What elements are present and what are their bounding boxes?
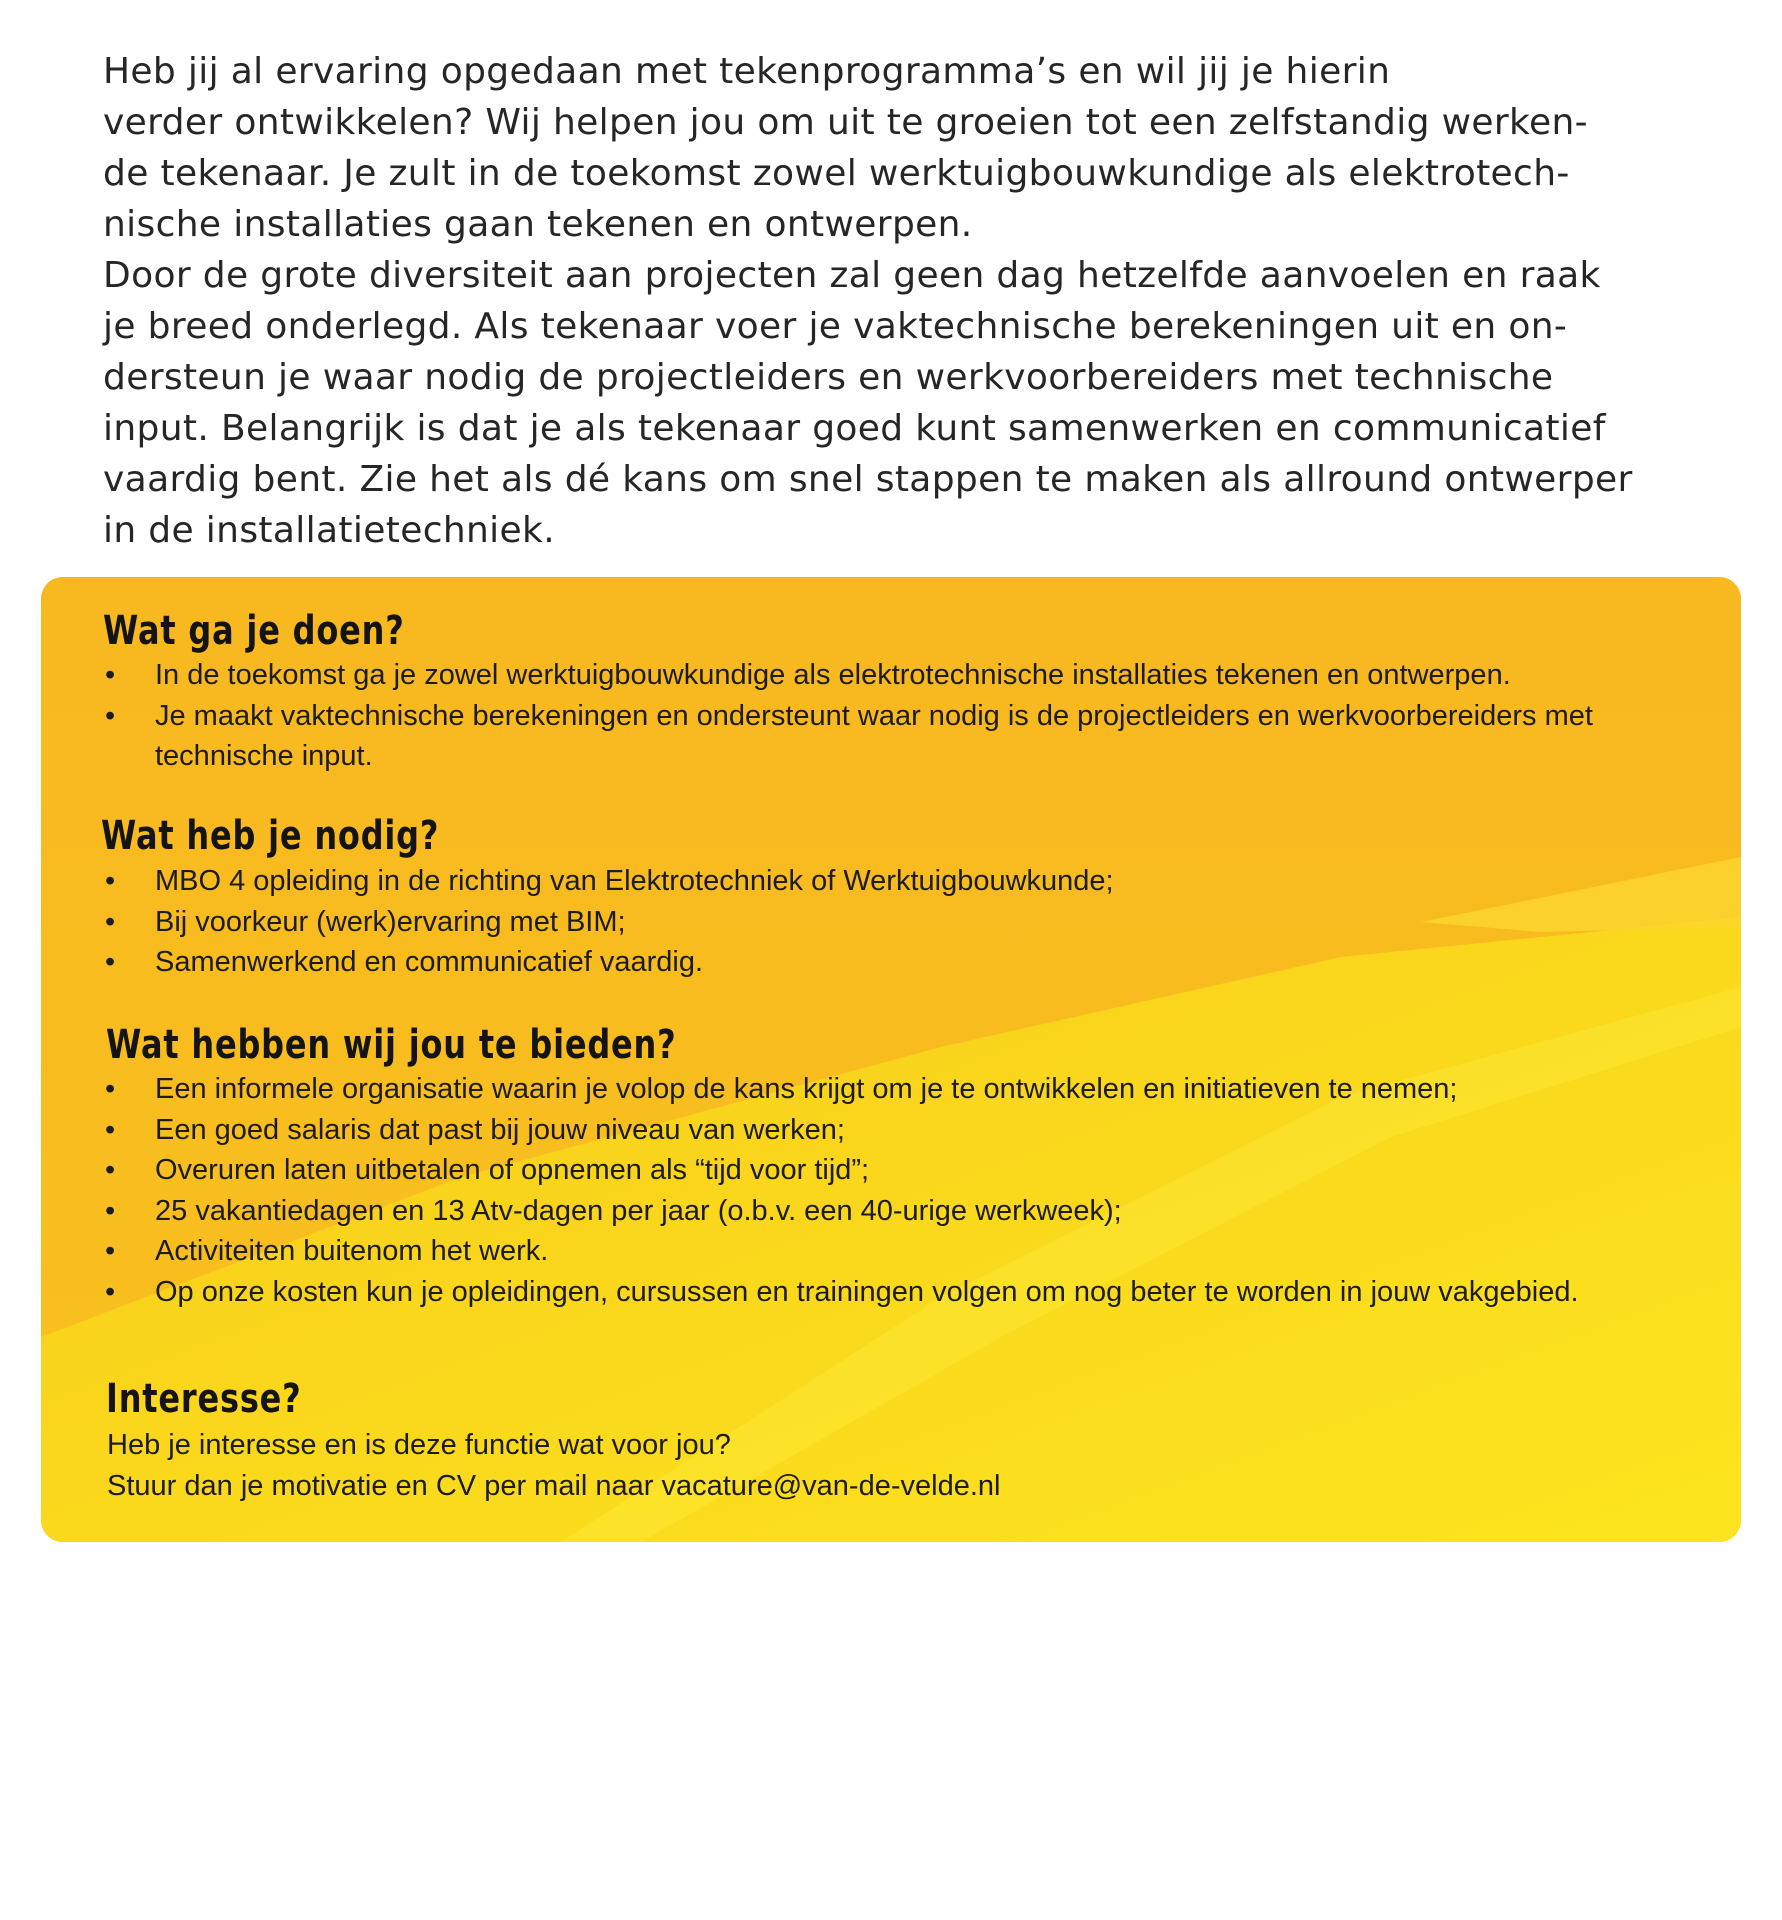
interest-line-1: Heb je interesse en is deze functie wat voor jou?	[107, 1429, 731, 1461]
intro-line: nische installaties gaan tekenen en ontwerpen.	[103, 204, 973, 245]
list-item	[103, 861, 1703, 902]
intro-line: je breed onderlegd. Als tekenaar voer je vaktechnische berekeningen uit en on-	[103, 306, 1568, 347]
list-item-text: Je maakt vaktechnische berekeningen en ondersteunt waar nodig is de projectleiders en werkvoorbereiders met technische input.	[155, 699, 1593, 772]
intro-line: Heb jij al ervaring opgedaan met tekenprogramma’s en wil jij je hierin	[103, 51, 1391, 92]
list-item	[103, 1191, 1623, 1232]
list-item-text: Een goed salaris dat past bij jouw niveau van werken;	[155, 1113, 845, 1146]
bullet-icon: •	[105, 1275, 116, 1308]
intro-line: in de installatietechniek.	[103, 510, 556, 551]
list-item-text: In de toekomst ga je zowel werktuigbouwkundige als elektrotechnische installaties tekenen en ontwerpen.	[155, 659, 1511, 691]
list-item	[103, 1069, 1623, 1110]
section-title-doen: Wat ga je doen?	[103, 608, 405, 654]
bullet-icon: •	[105, 865, 116, 897]
section-title-bieden: Wat hebben wij jou te bieden?	[106, 1022, 677, 1068]
list-item	[103, 1272, 1623, 1313]
intro-line: de tekenaar. Je zult in de toekomst zowel werktuigbouwkundige als elektrotech-	[103, 153, 1570, 194]
list-item	[103, 942, 1703, 983]
list-item	[103, 696, 1703, 777]
list-item-text: Bij voorkeur (werk)ervaring met BIM;	[155, 905, 626, 938]
list-item-text: Een informele organisatie waarin je volop de kans krijgt om je te ontwikkelen en initiatieven te nemen;	[155, 1073, 1458, 1105]
bullet-icon: •	[105, 1194, 116, 1227]
intro-line: Door de grote diversiteit aan projecten zal geen dag hetzelfde aanvoelen en raak	[103, 255, 1601, 296]
list-item-text: Op onze kosten kun je opleidingen, cursussen en trainingen volgen om nog beter te worden in jouw vakgebied.	[155, 1275, 1579, 1308]
bullet-icon: •	[105, 1235, 116, 1267]
intro-text	[103, 46, 1703, 556]
vacancy-card	[41, 577, 1741, 1542]
bullet-icon: •	[105, 659, 116, 691]
intro-line: verder ontwikkelen? Wij helpen jou om uit te groeien tot een zelfstandig werken-	[103, 102, 1588, 143]
list-item-text: MBO 4 opleiding in de richting van Elektrotechniek of Werktuigbouwkunde;	[155, 865, 1114, 897]
bullet-icon: •	[105, 905, 116, 938]
list-item-text: 25 vakantiedagen en 13 Atv-dagen per jaar (o.b.v. een 40-urige werkweek);	[155, 1194, 1122, 1227]
section-title-nodig: Wat heb je nodig?	[101, 813, 440, 859]
bullet-list-nodig	[103, 861, 1703, 983]
bullet-list-bieden	[103, 1069, 1623, 1312]
list-item	[103, 1110, 1623, 1151]
bullet-icon: •	[105, 946, 116, 978]
bullet-icon: •	[105, 1073, 116, 1105]
list-item	[103, 655, 1703, 696]
list-item	[103, 1231, 1623, 1272]
bullet-list-doen	[103, 655, 1703, 777]
intro-line: dersteun je waar nodig de projectleiders en werkvoorbereiders met technische	[103, 357, 1554, 398]
list-item-text: Overuren laten uitbetalen of opnemen als “tijd voor tijd”;	[155, 1154, 870, 1186]
intro-line: input. Belangrijk is dat je als tekenaar goed kunt samenwerken en communicatief	[103, 408, 1606, 449]
bullet-icon: •	[105, 1154, 116, 1186]
bullet-icon: •	[105, 699, 116, 732]
list-item	[103, 902, 1703, 943]
intro-line: vaardig bent. Zie het als dé kans om snel stappen te maken als allround ontwerper	[103, 459, 1633, 500]
card-content	[41, 577, 1741, 1542]
bullet-icon: •	[105, 1113, 116, 1146]
interest-line-2: Stuur dan je motivatie en CV per mail naar vacature@van-de-velde.nl	[107, 1470, 1001, 1502]
list-item-text: Samenwerkend en communicatief vaardig.	[155, 946, 704, 978]
section-title-interesse: Interesse?	[106, 1376, 302, 1422]
list-item	[103, 1150, 1623, 1191]
list-item-text: Activiteiten buitenom het werk.	[155, 1235, 549, 1267]
